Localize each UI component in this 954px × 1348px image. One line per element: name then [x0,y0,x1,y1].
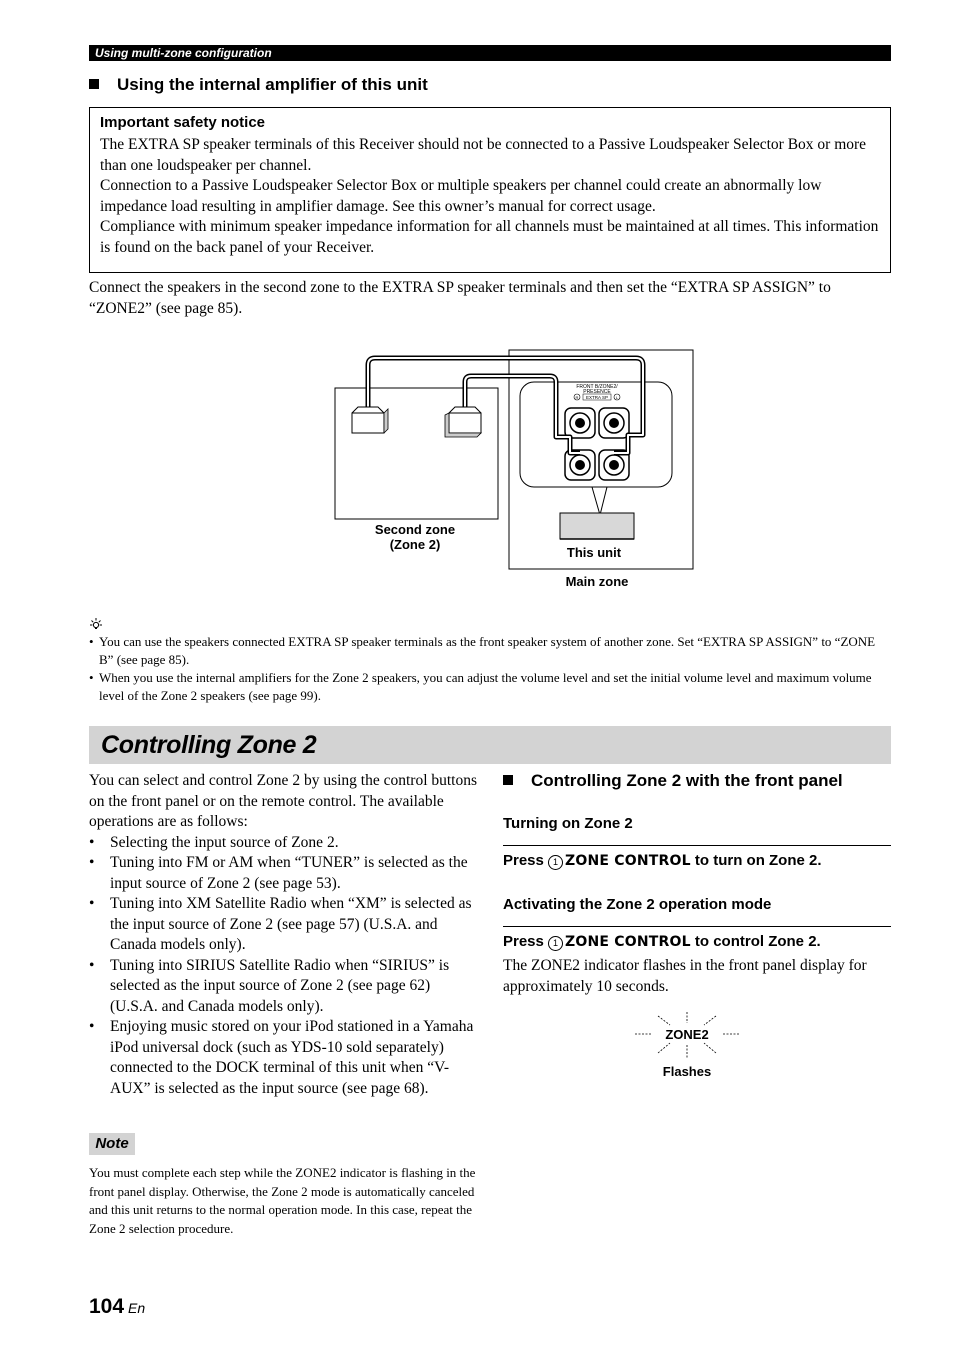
square-bullet-icon [503,775,513,785]
speaker-terminal-icon [565,408,595,438]
notice-title: Important safety notice [100,114,266,131]
list-item: • Tuning into XM Satellite Radio when “XM” is selected as the input source of Zone 2 (see page 57) (U.S.A. and Canada models only). [89,894,477,956]
tip-list [89,633,879,705]
note-text: You must complete each step while the ZONE2 indicator is flashing in the front panel display. Otherwise, the Zone 2 mode is automatically canceled and this unit returns to the normal operation mode. In this case, repeat the Zone 2 selection procedure. [89,1165,476,1236]
step-number-icon: 1 [548,936,563,951]
panel-label: PRESENCE [583,389,611,395]
list-item: • Tuning into SIRIUS Satellite Radio when “SIRIUS” is selected as the input source of Zone 2 (see page 62) (U.S.A. and Canada models only). [89,956,477,1018]
note-label: Note [95,1135,129,1152]
notice-paragraph: Connection to a Passive Loudspeaker Selector Box or multiple speakers per channel could create an abnormally low impedance load resulting in amplifier damage. See this owner’s manual for correct usage. [100,177,822,215]
list-item: • Tuning into FM or AM when “TUNER” is selected as the input source of Zone 2 (see page 53). [89,853,477,894]
speaker-plug-icon [445,407,481,437]
left-column [89,771,477,1099]
speaker-terminal-icon [599,408,629,438]
step-instruction [503,933,821,951]
panel-label: FRONT B/ZONE2/ [576,384,618,390]
notice-paragraph: Compliance with minimum speaker impedance information for all channels must be maintained at all times. This information is found on the back panel of your Receiver. [100,218,879,256]
r-channel-label: R [575,395,579,400]
tip-item: • You can use the speakers connected EXTRA SP speaker terminals as the front speaker system of another zone. Set “EXTRA SP ASSIGN” to “ZONE B” (see page 85). [89,633,879,669]
wiring-diagram [330,345,700,595]
step-press-word: Press [503,852,544,869]
right-section-heading-text: Controlling Zone 2 with the front panel [531,771,843,790]
tip-lightbulb-icon [89,617,103,631]
this-unit-label: This unit [566,545,622,560]
second-zone-sublabel: (Zone 2) [389,537,441,552]
list-item: • Selecting the input source of Zone 2. [89,833,477,854]
divider [503,845,891,846]
notice-paragraph: The EXTRA SP speaker terminals of this Receiver should not be connected to a Passive Loudspeaker Selector Box or more than one loudspeaker per channel. [100,136,867,174]
panel-label: EXTRA SP [585,395,609,400]
callout-line [592,487,607,515]
step-text: to control Zone 2. [694,933,821,950]
l-channel-label: L [615,395,619,400]
language-code: En [128,1300,146,1316]
step-press-word: Press [503,933,544,950]
list-item: • Enjoying music stored on your iPod stationed in a Yamaha iPod universal dock (such as YDS-10 sold separately) connected to the DOCK terminal of this unit when “V-AUX” is selected as the input source (see page 68). [89,1017,477,1099]
chapter-banner [89,726,891,764]
zone2-indicator-label: ZONE2 [665,1027,709,1042]
square-bullet-icon [89,79,99,89]
section-heading-text: Using the internal amplifier of this unit [117,75,428,94]
notice-body [100,135,880,258]
section-header-bar [89,45,891,61]
chapter-title: Controlling Zone 2 [101,731,317,759]
receiver-unit-icon [560,513,634,539]
page-number [89,1295,145,1319]
tip-item: • When you use the internal amplifiers for the Zone 2 speakers, you can adjust the volume level and set the initial volume level and maximum volume level of the Zone 2 speakers (see page 99). [89,669,879,705]
page-number-value: 104 [89,1295,125,1318]
step-description: The ZONE2 indicator flashes in the front panel display for approximately 10 seconds. [503,957,867,995]
second-zone-label: Second zone [374,522,456,537]
turning-on-heading: Turning on Zone 2 [503,815,633,832]
step-text: to turn on Zone 2. [694,852,822,869]
note-tag [89,1133,135,1155]
zone-control-key: ZONE CONTROL [565,934,691,950]
activating-heading: Activating the Zone 2 operation mode [503,896,772,913]
flashes-caption: Flashes [662,1064,712,1079]
speaker-plug-icon [352,407,388,433]
section-heading [89,75,428,95]
main-zone-label: Main zone [565,574,629,589]
section-header-label: Using multi-zone configuration [95,46,272,60]
step-instruction [503,852,822,870]
zone-control-key: ZONE CONTROL [565,853,691,869]
divider [503,926,891,927]
intro-paragraph: You can select and control Zone 2 by using the control buttons on the front panel or on the remote control. The available operations are as follows: [89,772,478,830]
step-number-icon: 1 [548,855,563,870]
safety-notice-box [89,107,891,273]
connect-instructions: Connect the speakers in the second zone to the EXTRA SP speaker terminals and then set the “EXTRA SP ASSIGN” to “ZONE2” (see page 85). [89,279,831,317]
operations-list [89,833,477,1100]
zone2-indicator-illustration [630,1010,745,1082]
right-section-heading [503,771,843,791]
